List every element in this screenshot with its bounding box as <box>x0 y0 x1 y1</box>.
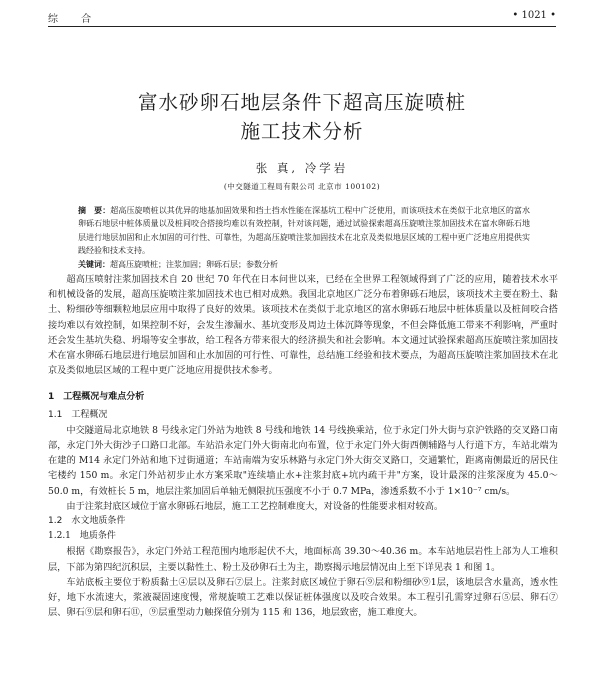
abstract-block <box>78 204 530 271</box>
intro-paragraph: 超高压喷射注浆加固技术自 20 世纪 70 年代在日本问世以来，已经在全世界工程领域得到了广泛的应用，随着技术水平和机械设备的发展，超高压旋喷注浆加固技术也已相对成熟。我国北京地区广泛分布着卵砾石地层，该项技术主要在粉土、黏土、粉细砂等细颗粒地层应用中取得了良好的效果。该项技术在类似于北京地区的富水卵砾石地层中桩体质量以及桩间咬合搭接均难以有效控制，如果控制不好，会发生渗漏水、基坑变形及周边土体沉降等现象，不但会降低施工带来不利影响，严重时还会发生基坑失稳、坍塌等安全事故，给工程各方带来很大的经济损失和社会影响。本文通过试验探索超高压旋喷注浆加固技术在富水卵砾石地层进行地层加固和止水加固的可行性、可靠性，总结施工经验和技术要点，为超高压旋喷注浆加固技术在北京及类似地层区域的工程中更广泛地应用提供技术参考。 <box>48 274 558 377</box>
keywords-text: 超高压旋喷桩；注浆加固；卵砾石层；参数分析 <box>110 260 278 270</box>
title-line-2: 施工技术分析 <box>240 120 364 143</box>
section-heading-1-2-1: 1.2.1 地质条件 <box>48 531 116 542</box>
title-line-1: 富水砂卵石地层条件下超高压旋喷桩 <box>137 91 466 114</box>
body-text <box>48 272 558 620</box>
abstract <box>78 204 530 257</box>
keywords <box>78 258 530 271</box>
section-heading-1-2: 1.2 水文地质条件 <box>48 516 126 527</box>
paper-title <box>48 88 556 146</box>
running-head <box>48 8 556 27</box>
paragraph-project: 中交隧道局北京地铁 8 号线永定门外站为地铁 8 号线和地铁 14 号线换乘站，位于永定门外大街与京沪铁路的交叉路口南部，永定门外大街沙子口路口北部。车站沿永定门外大街南北向布置，位于永定门外大街西侧辅路与人行道下方，车站北端为在建的 M14 永定门外站和地下过街通道；车站南端为安乐林路与永定门外大街交叉路口，交通繁忙，距离南侧最近的居民住宅楼约 150 m。永定门外站初步止水方案采取"连续墙止水+注浆封底+坑内疏干井"方案，设计最深的注浆深度为 45.0～50.0 m，有效桩长 5 m，地层注浆加固后单轴无侧限抗压强度不小于 0.7 MPa，渗透系数不小于 1×10⁻⁷ cm/s。 <box>48 424 558 497</box>
abstract-text: 超高压旋喷桩以其优异的地基加固效果和挡土挡水性能在深基坑工程中广泛使用，而该项技术在类似于北京地区的富水卵砾石地层中桩体质量以及桩间咬合搭接均难以有效控制，针对该问题，通过试验探索超高压旋喷注浆加固技术在富水卵砾石地层进行地层加固和止水加固的可行性、可靠性，为超高压旋喷注浆加固技术在北京及类似地层区域的工程中更广泛地应用提供实践经验和技术支持。 <box>78 206 531 255</box>
authors: 张 真, 冷学岩 <box>255 161 349 175</box>
section-heading-1: 1 工程概况与难点分析 <box>48 392 145 403</box>
running-head-section: 综 合 <box>48 14 102 25</box>
paragraph-difficulty: 由于注浆封底区域位于富水卵砾石地层，施工工艺控制难度大，对设备的性能要求相对较高。 <box>66 500 444 512</box>
paragraph-geology: 根据《勘察报告》，永定门外站工程范围内地形起伏不大，地面标高 39.30～40.36 m。本车站地层岩性上部为人工堆积层，下部为第四纪沉积层，主要以黏性土、粉土及砂卵石土为主，勘察揭示地层情况由上至下详见表 1 和图 1。 <box>48 546 558 573</box>
section-heading-1-1: 1.1 工程概况 <box>48 409 108 420</box>
page-number: • 1021 • <box>512 10 556 21</box>
affiliation: (中交隧道工程局有限公司 北京市 100102) <box>223 182 381 191</box>
paragraph-strata: 车站底板主要位于粉质黏土④层以及卵石⑦层上。注浆封底区域位于卵石⑨层和粉细砂⑨1层，该地层含水量高，透水性好，地下水流速大，浆液凝固速度慢，常规旋喷工艺难以保证桩体强度以及咬合效果。本工程引孔需穿过卵石⑤层、卵石⑦层、卵石⑨层和卵石⑪，⑨层重型动力触探值分别为 115 和 136，地层致密，施工难度大。 <box>48 576 558 619</box>
abstract-label: 摘 要： <box>78 205 111 215</box>
keywords-label: 关键词： <box>78 259 110 270</box>
